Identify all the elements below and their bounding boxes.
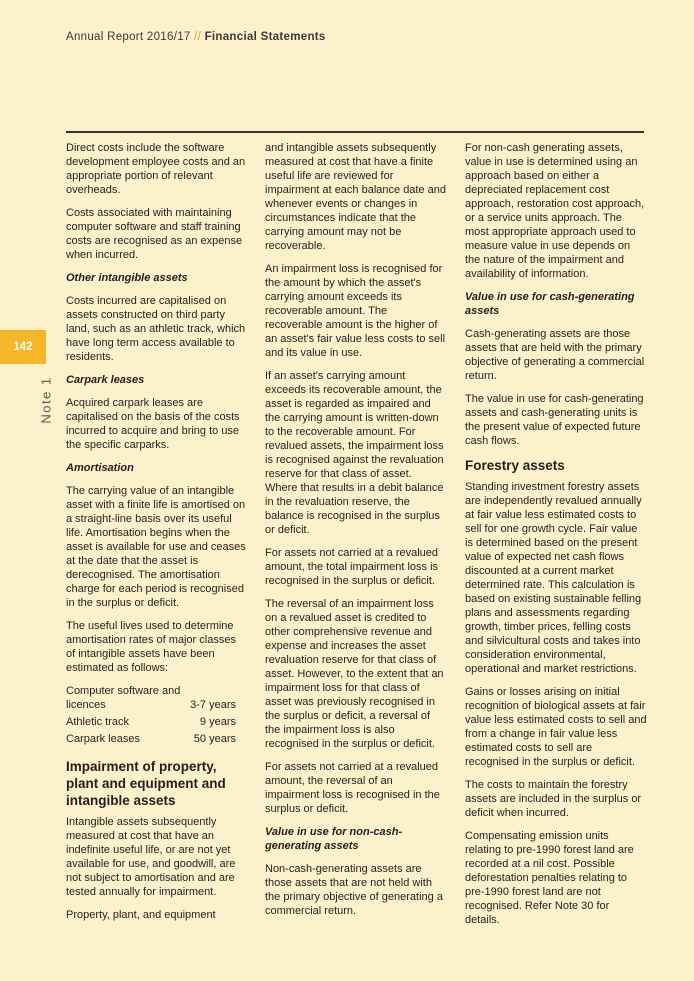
column-1 [66,141,248,931]
subheading-non-cash-generating: Value in use for non-cash-generating assets [265,826,403,852]
subheading-carpark-leases: Carpark leases [66,374,145,386]
page-number: 142 [0,330,46,364]
column-3 [465,141,647,936]
paragraph: For non-cash generating assets, value in use is determined using an approach based on either a depreciated replacement cost approach, restoration cost approach, or a service units approach. The most appropriate approach used to measure value in use depends on the nature of the impairment and availability of information. [465,142,645,280]
paragraph: Acquired carpark leases are capitalised on the basis of the costs incurred to acquire and bring to use the specific carparks. [66,397,240,451]
paragraph: An impairment loss is recognised for the amount by which the asset's carrying amount exceeds its recoverable amount. The recoverable amount is the higher of an asset's fair value less costs to sell and its value in use. [265,263,446,359]
heading-forestry-assets: Forestry assets [465,458,565,473]
note-side-label: Note 1 [38,376,54,424]
report-title: Annual Report 2016/17 [66,31,191,43]
subheading-cash-generating: Value in use for cash-generating assets [465,291,635,317]
paragraph: Direct costs include the software development employee costs and an appropriate portion of relevant overheads. [66,142,246,196]
asset-class: Computer software and licences [66,685,181,711]
paragraph: The reversal of an impairment loss on a revalued asset is credited to other comprehensive revenue and expense and increases the asset revaluation reserve for that class of asset. However, to the extent that an impairment loss for that class of asset was previously recognised in the surplus or deficit, a reversal of the impairment loss is also recognised in the surplus or deficit. [265,598,444,750]
asset-class: Athletic track [66,716,129,728]
paragraph: The value in use for cash-generating assets and cash-generating units is the present value of expected future cash flows. [465,393,644,447]
page-header [66,31,326,43]
paragraph: Non-cash-generating assets are those assets that are not held with the primary objective of generating a commercial return. [265,863,443,917]
useful-life: 3-7 years [190,699,236,711]
subheading-other-intangible-assets: Other intangible assets [66,272,188,284]
useful-lives-table [66,684,236,749]
paragraph: Property, plant, and equipment [66,909,216,921]
paragraph: The costs to maintain the forestry assets are included in the surplus or deficit when incurred. [465,779,642,819]
asset-class: Carpark leases [66,733,140,745]
paragraph: The useful lives used to determine amortisation rates of major classes of intangible assets have been estimated as follows: [66,620,236,674]
table-row [66,732,236,749]
paragraph: Standing investment forestry assets are independently revalued annually at fair value less estimated costs to sell for one growth cycle. Fair value is determined based on the present value of expected net cash flows discounted at a current market determined rate. This calculation is based on existing sustainable felling plans and assessments regarding growth, timber prices, felling costs and silvicultural costs and takes into consideration environmental, operational and market restrictions. [465,481,642,675]
section-title: Financial Statements [204,31,326,43]
paragraph: Costs associated with maintaining computer software and staff training costs are recognised as an expense when incurred. [66,207,243,261]
paragraph: If an asset's carrying amount exceeds its recoverable amount, the asset is regarded as impaired and the carrying amount is written-down to the recoverable amount. For revalued assets, the impairment loss is recognised against the revaluation reserve for that class of asset. Where that results in a debit balance in the revaluation reserve, the balance is recognised in the surplus or deficit. [265,370,444,536]
paragraph: For assets not carried at a revalued amount, the total impairment loss is recognised in the surplus or deficit. [265,547,439,587]
paragraph: The carrying value of an intangible asset with a finite life is amortised on a straight-line basis over its useful life. Amortisation begins when the asset is available for use and ceases at the date that the asset is derecognised. The amortisation charge for each period is recognised in the surplus or deficit. [66,485,246,609]
paragraph: Compensating emission units relating to pre-1990 forest land are recorded at a nil cost. Possible deforestation penalties relating to pre-1990 forest land are not recognised. Refer Note 30 for details. [465,830,634,926]
paragraph: Gains or losses arising on initial recognition of biological assets at fair value less estimated costs to sell and from a change in fair value less estimated costs to sell are recognised in the surplus or deficit. [465,686,647,768]
paragraph: Costs incurred are capitalised on assets constructed on third party land, such as an athletic track, which have long term access available to residents. [66,295,246,363]
heading-impairment: Impairment of property, plant and equipment and intangible assets [66,759,226,808]
useful-life: 9 years [199,716,236,728]
table-row [66,715,236,732]
table-row [66,684,236,715]
subheading-amortisation: Amortisation [66,462,134,474]
paragraph: Intangible assets subsequently measured at cost that have an indefinite useful life, or are not yet available for use, and goodwill, are not subject to amortisation and are tested annually for impairment. [66,816,236,898]
paragraph: Cash-generating assets are those assets that are held with the primary objective of generating a commercial return. [465,328,645,382]
useful-life: 50 years [193,733,236,745]
header-rule [66,131,644,133]
header-separator: // [194,31,202,43]
paragraph: For assets not carried at a revalued amount, the reversal of an impairment loss is recognised in the surplus or deficit. [265,761,440,815]
paragraph: and intangible assets subsequently measured at cost that have a finite useful life are reviewed for impairment at each balance date and whenever events or changes in circumstances indicate that the carrying amount may not be recoverable. [265,142,447,252]
column-2 [265,141,447,927]
